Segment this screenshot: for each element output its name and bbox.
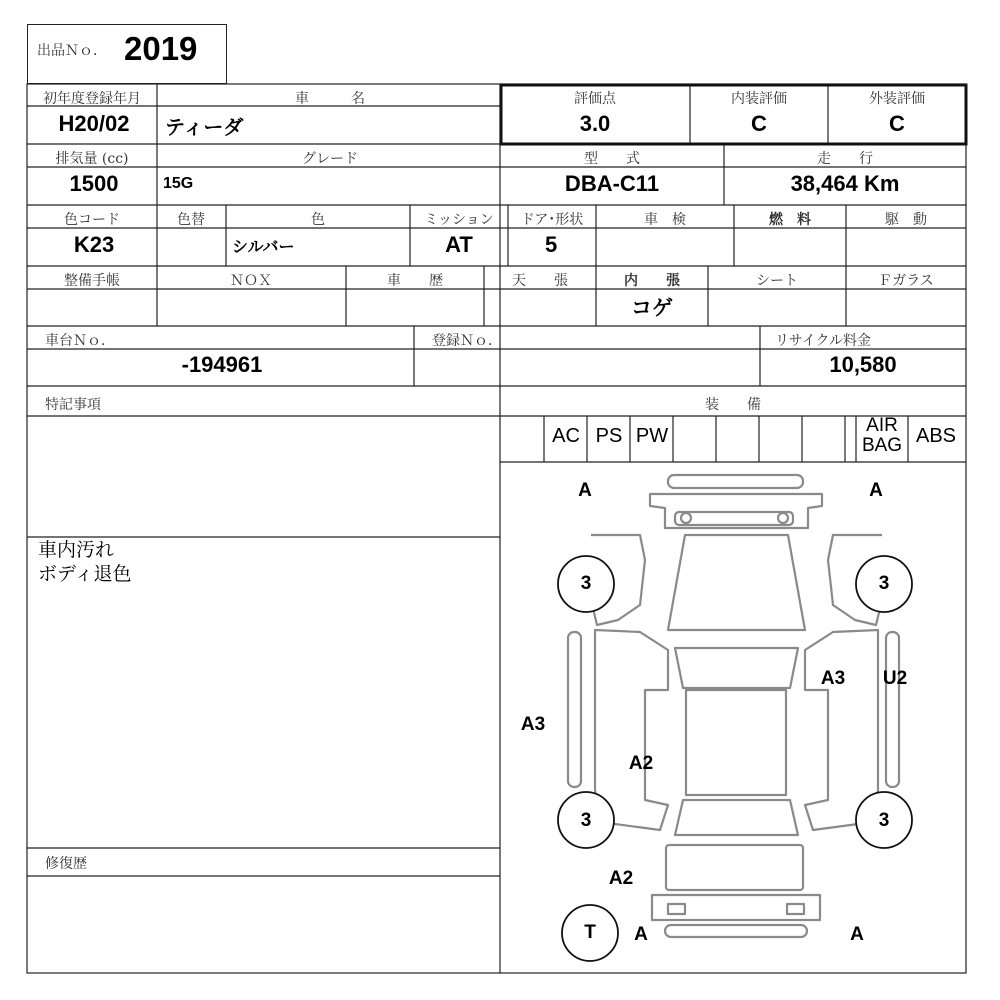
seat-label: シート xyxy=(756,273,798,289)
mark-rear-left: A2 xyxy=(608,868,634,889)
displacement-label: 排気量 (cc) xyxy=(55,151,129,167)
mark-left-side: A3 xyxy=(520,714,546,735)
exterior-grade-value: C xyxy=(889,111,905,136)
reg-date-value: H20/02 xyxy=(58,111,130,136)
mark-left-rear-door: A2 xyxy=(628,753,654,774)
repair-history-label: 修復歴 xyxy=(45,856,87,872)
mark-right-door-1: A3 xyxy=(820,668,846,689)
history-label: 車 歴 xyxy=(387,273,443,289)
score-value: 3.0 xyxy=(579,111,611,136)
mark-spare-tire: T xyxy=(584,922,596,943)
fuel-label: 燃 料 xyxy=(769,212,811,228)
recycle-fee-value: 10,580 xyxy=(829,352,897,377)
front-glass-label: Ｆガラス xyxy=(878,273,934,289)
transmission-label: ミッション xyxy=(424,212,494,228)
reg-date-label: 初年度登録年月 xyxy=(43,91,141,107)
car-name-value: ティーダ xyxy=(165,115,244,139)
mark-rear-right-tire: 3 xyxy=(878,810,890,831)
color-code-label: 色コード xyxy=(64,212,120,228)
notes-label: 特記事項 xyxy=(45,397,101,413)
transmission-value: AT xyxy=(445,232,473,257)
displacement-value: 1500 xyxy=(69,171,119,196)
mark-rear-left-corner: A xyxy=(634,924,648,945)
notes-line-2: ボディ退色 xyxy=(38,563,132,585)
mileage-value: 38,464 Km xyxy=(790,171,900,196)
notes-line-1: 車内汚れ xyxy=(38,539,115,561)
mark-rear-right-corner: A xyxy=(850,924,864,945)
exterior-grade-label: 外装評価 xyxy=(869,91,925,107)
color-label: 色 xyxy=(311,212,325,228)
equipment-ac: AC xyxy=(552,425,580,447)
equipment-ps: PS xyxy=(595,425,623,447)
equipment-airbag: AIR BAG xyxy=(861,415,903,456)
inspection-label: 車 検 xyxy=(644,212,686,228)
car-name-label: 車 名 xyxy=(295,91,365,107)
lot-number: 2019 xyxy=(124,30,198,67)
mark-right-door-2: U2 xyxy=(882,668,908,689)
color-value: シルバー xyxy=(232,237,295,256)
registration-label: 登録Ｎｏ． xyxy=(432,333,502,349)
recycle-fee-label: リサイクル料金 xyxy=(775,333,872,349)
interior-grade-label: 内装評価 xyxy=(731,91,787,107)
mileage-label: 走 行 xyxy=(817,151,873,167)
mark-front-right-tire: 3 xyxy=(878,573,890,594)
chassis-value: -194961 xyxy=(181,352,263,377)
drive-label: 駆 動 xyxy=(885,212,927,228)
interior-grade-value: C xyxy=(751,111,767,136)
equipment-pw: PW xyxy=(635,425,669,447)
mark-front-left-tire: 3 xyxy=(580,573,592,594)
doors-label: ドア･形状 xyxy=(520,212,584,228)
ceiling-label: 天 張 xyxy=(512,273,568,289)
interior-trim-label: 内 張 xyxy=(624,273,680,289)
model-value: DBA-C11 xyxy=(564,171,660,196)
score-label: 評価点 xyxy=(574,91,616,107)
equipment-abs: ABS xyxy=(915,425,957,447)
mark-rear-left-tire: 3 xyxy=(580,810,592,831)
grade-label: グレード xyxy=(302,151,358,167)
mark-front-right-corner: A xyxy=(869,480,883,501)
repaint-label: 色替 xyxy=(177,212,205,228)
model-label: 型 式 xyxy=(584,151,640,167)
equipment-label: 装 備 xyxy=(705,397,761,413)
grade-value: 15G xyxy=(163,175,194,192)
lot-label: 出品Ｎｏ． xyxy=(37,43,107,59)
interior-trim-value: コゲ xyxy=(631,296,673,320)
doors-value: 5 xyxy=(545,232,558,257)
color-code-value: K23 xyxy=(73,232,115,257)
service-record-label: 整備手帳 xyxy=(64,273,120,289)
chassis-label: 車台Ｎｏ． xyxy=(45,333,115,349)
mark-front-left-corner: A xyxy=(578,480,592,501)
nox-label: ＮＯＸ xyxy=(230,273,272,289)
